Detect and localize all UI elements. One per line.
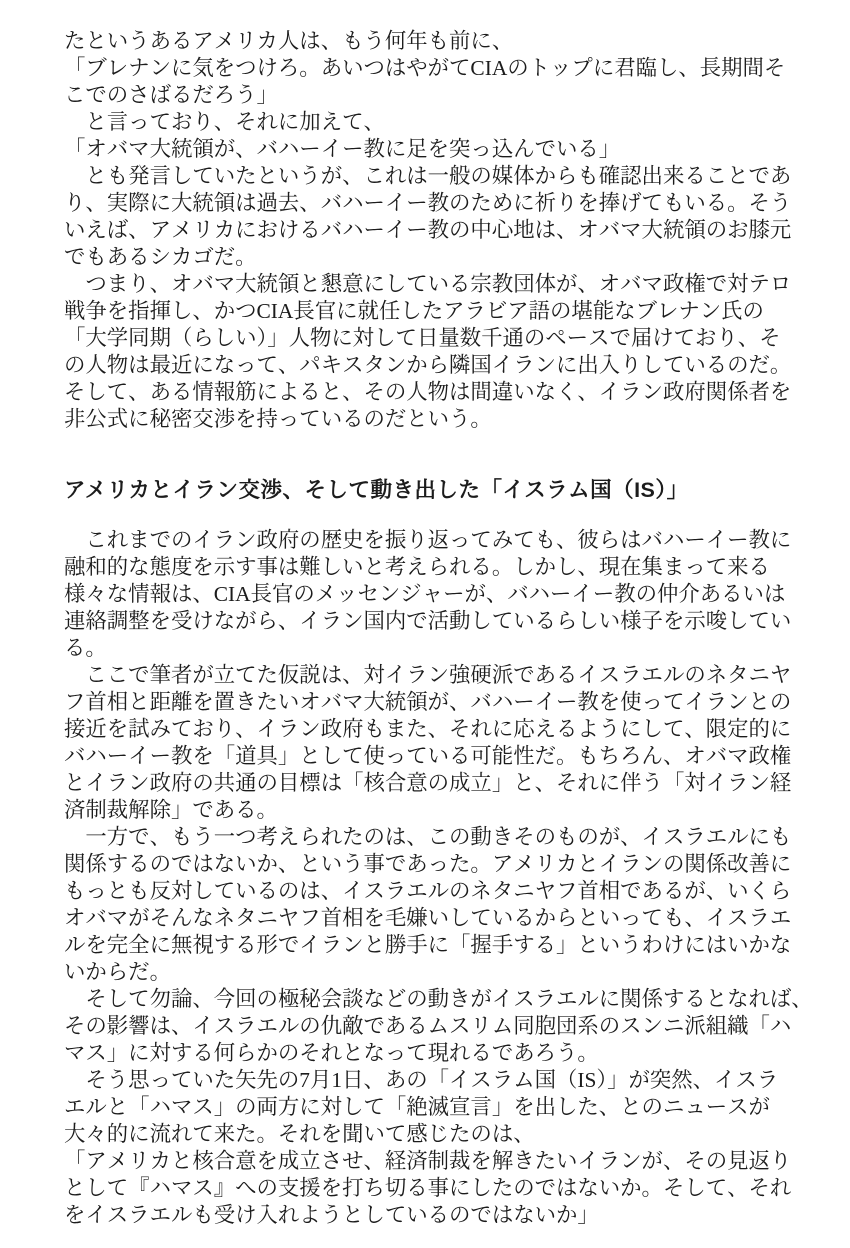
- text-line: 大々的に流れて来た。それを聞いて感じたのは、: [64, 1122, 535, 1146]
- text-line: 「オバマ大統領が、バハーイー教に足を突っ込んでいる」: [64, 137, 621, 161]
- text-line: そして、ある情報筋によると、その人物は間違いなく、イラン政府関係者を: [64, 380, 792, 404]
- text-line: 非公式に秘密交渉を持っているのだという。: [64, 407, 492, 431]
- text-line: バハーイー教を「道具」として使っている可能性だ。もちろん、オバマ政権: [64, 744, 792, 768]
- text-line: 融和的な態度を示す事は難しいと考えられる。しかし、現在集まって来る: [64, 555, 770, 579]
- text-line: 様々な情報は、CIA長官のメッセンジャーが、バハーイー教の仲介あるいは: [64, 582, 786, 606]
- text-line: とイラン政府の共通の目標は「核合意の成立」と、それに伴う「対イラン経: [64, 771, 792, 795]
- text-line: これまでのイラン政府の歴史を振り返ってみても、彼らはバハーイー教に: [64, 528, 792, 552]
- body-text-block-1: [64, 28, 804, 433]
- text-line: の人物は最近になって、パキスタンから隣国イランに出入りしているのだ。: [64, 353, 792, 377]
- text-line: 連絡調整を受けながら、イラン国内で活動しているらしい様子を示唆してい: [64, 609, 792, 633]
- text-line: 「ブレナンに気をつけろ。あいつはやがてCIAのトップに君臨し、長期間そ: [64, 56, 786, 80]
- text-line: ここで筆者が立てた仮説は、対イラン強硬派であるイスラエルのネタニヤ: [64, 663, 792, 687]
- text-line: こでのさばるだろう」: [64, 83, 278, 107]
- text-line: もっとも反対しているのは、イスラエルのネタニヤフ首相であるが、いくら: [64, 879, 792, 903]
- text-line: 接近を試みており、イラン政府もまた、それに応えるようにして、限定的に: [64, 717, 792, 741]
- text-column: [64, 0, 813, 1229]
- text-line: つまり、オバマ大統領と懇意にしている宗教団体が、オバマ政権で対テロ: [64, 272, 792, 296]
- text-line: 済制裁解除」である。: [64, 798, 278, 822]
- text-line: 関係するのではないか、という事であった。アメリカとイランの関係改善に: [64, 852, 792, 876]
- text-line: とも発言していたというが、これは一般の媒体からも確認出来ることであ: [64, 164, 792, 188]
- text-line: として『ハマス』への支援を打ち切る事にしたのではないか。そして、それ: [64, 1176, 792, 1200]
- text-line: エルと「ハマス」の両方に対して「絶滅宣言」を出した、とのニュースが: [64, 1095, 770, 1119]
- body-text-block-2: [64, 527, 813, 1229]
- text-line: 一方で、もう一つ考えられたのは、この動きそのものが、イスラエルにも: [64, 825, 792, 849]
- text-line: ルを完全に無視する形でイランと勝手に「握手する」というわけにはいかな: [64, 933, 792, 957]
- text-line: いえば、アメリカにおけるバハーイー教の中心地は、オバマ大統領のお膝元: [64, 218, 792, 242]
- text-line: たというあるアメリカ人は、もう何年も前に、: [64, 29, 514, 53]
- text-line: と言っており、それに加えて、: [64, 110, 385, 134]
- text-line: フ首相と距離を置きたいオバマ大統領が、バハーイー教を使ってイランとの: [64, 690, 792, 714]
- text-line: 戦争を指揮し、かつCIA長官に就任したアラビア語の堪能なブレナン氏の: [64, 299, 764, 323]
- text-line: いからだ。: [64, 960, 171, 984]
- text-line: マス」に対する何らかのそれとなって現れるであろう。: [64, 1041, 599, 1065]
- text-line: り、実際に大統領は過去、バハーイー教のために祈りを捧げてもいる。そう: [64, 191, 792, 215]
- text-line: をイスラエルも受け入れようとしているのではないか」: [64, 1203, 599, 1227]
- text-line: オバマがそんなネタニヤフ首相を毛嫌いしているからといっても、イスラエ: [64, 906, 792, 930]
- text-line: る。: [64, 636, 107, 660]
- text-line: 「アメリカと核合意を成立させ、経済制裁を解きたいイランが、その見返り: [64, 1149, 792, 1173]
- text-line: そして勿論、今回の極秘会談などの動きがイスラエルに関係するとなれば、: [64, 987, 813, 1011]
- section-heading: アメリカとイラン交渉、そして動き出した「イスラム国（IS）」: [64, 478, 689, 502]
- text-line: でもあるシカゴだ。: [64, 245, 257, 269]
- text-line: そう思っていた矢先の7月1日、あの「イスラム国（IS）」が突然、イスラ: [64, 1068, 779, 1092]
- text-line: 「大学同期（らしい）」人物に対して日量数千通のペースで届けており、そ: [64, 326, 781, 350]
- text-line: その影響は、イスラエルの仇敵であるムスリム同胞団系のスンニ派組織「ハ: [64, 1014, 792, 1038]
